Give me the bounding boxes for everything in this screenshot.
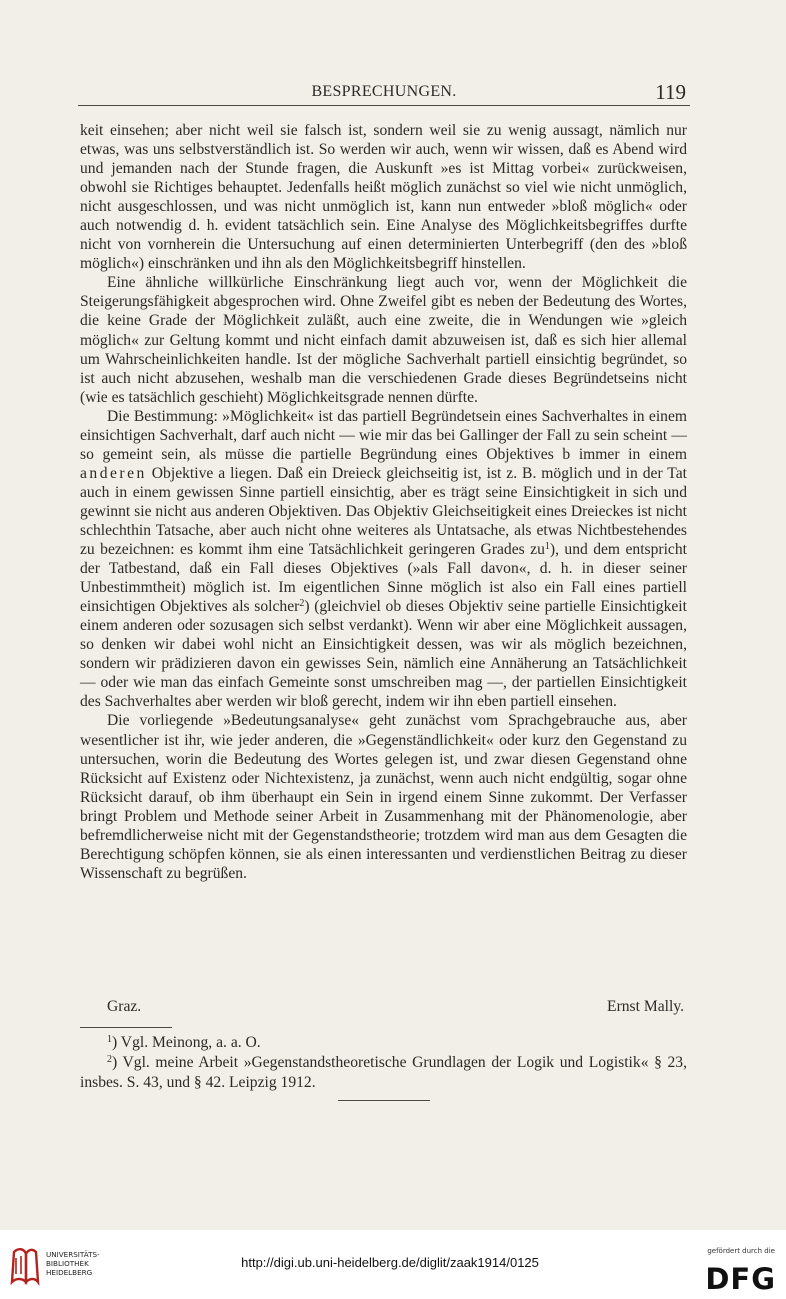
- signoff-place: Graz.: [107, 998, 142, 1015]
- footnote-rule: [80, 1027, 172, 1028]
- footnote-1: [80, 1033, 687, 1053]
- paragraph-3-text-a: Die Bestimmung: »Möglichkeit« ist das partiell Begründetsein eines Sachverhaltes in einem einsichtigen Sachverhalt, darf auch nicht — wie mir das bei Gallinger der Fall zu sein scheint — so gemeint sein, als müsse die partielle Begründung eines Objektives b immer in einem: [80, 407, 687, 463]
- emphasized-word: anderen: [80, 464, 147, 482]
- paragraph-3-text-c: ), und dem entspricht der Tatbestand, daß ein Fall dieses Objektives (»als Fall davon«, d. h. in dieser seiner Unbestimmtheit) möglich ist. Im eigentlichen Sinne möglich ist also ein Fall eines partiell einsichtigen Objektives als solcher: [80, 541, 687, 616]
- digitization-footer: [0, 1230, 786, 1299]
- paragraph-3-text-b: Objektive a liegen. Daß ein Dreieck gleichseitig ist, ist z. B. möglich und in der Tat auch in einem gewissen Sinne partiell einsichtig, aber es trägt seine Einsichtigkeit in sich und gewinnt sie nicht aus anderen Objektiven. Das Objektiv Gleichseitigkeit eines Dreieckes ist nicht schlechthin Tatsache, aber auch nicht ohne weiteres als Untatsache, als etwas Nichtbestehendes zu bezeichnen: es kommt ihm eine Tatsächlichkeit geringeren Grades zu: [80, 464, 687, 559]
- footnote-mark-1: 1: [107, 1034, 112, 1045]
- library-name-line-3: HEIDELBERG: [46, 1268, 93, 1277]
- page-number: 119: [655, 80, 686, 104]
- signoff: [107, 998, 684, 1020]
- end-rule: [338, 1100, 430, 1101]
- footnote-ref-1[interactable]: 1: [544, 541, 550, 553]
- library-name-line-2: BIBLIOTHEK: [46, 1259, 89, 1268]
- funded-by-label: gefördert durch die: [707, 1247, 775, 1255]
- footnotes: [80, 1033, 687, 1093]
- ub-heidelberg-logo-icon[interactable]: [8, 1246, 42, 1288]
- footnote-ref-2[interactable]: 2: [299, 598, 305, 610]
- footnote-2: [80, 1053, 687, 1093]
- review-body: [80, 121, 687, 883]
- permalink-url[interactable]: http://digi.ub.uni-heidelberg.de/diglit/zaak1914/0125: [241, 1255, 539, 1270]
- dfg-logo[interactable]: DFG: [705, 1262, 776, 1296]
- header-rule: [78, 105, 690, 106]
- footnote-2-text: ) Vgl. meine Arbeit »Gegenstandstheoretische Grundlagen der Logik und Logistik« § 23, insbes. S. 43, und § 42. Leipzig 1912.: [80, 1054, 687, 1091]
- paragraph-3: [80, 407, 687, 712]
- library-name-line-1: UNIVERSITÄTS-: [46, 1250, 100, 1259]
- running-title: BESPRECHUNGEN.: [311, 83, 457, 100]
- paragraph-2: Eine ähnliche willkürliche Einschränkung liegt auch vor, wenn der Möglichkeit die Steigerungsfähigkeit abgesprochen wird. Ohne Zweifel gibt es neben der Bedeutung des Wortes, die keine Grade der Möglichkeit zuläßt, auch eine zweite, die in Wendungen wie »gleich möglich« zur Geltung kommt und nicht einfach damit abzuweisen ist, daß es sich hier allemal um Wahrscheinlichkeiten handle. Ist der mögliche Sachverhalt partiell einsichtig begründet, so ist auch nicht abzusehen, weshalb man die verschiedenen Grade dieses Begründetseins nicht (wie es tatsächlich geschieht) Möglichkeitsgrade nennen dürfte.: [80, 274, 687, 406]
- paragraph-4: Die vorliegende »Bedeutungsanalyse« geht zunächst vom Sprachgebrauche aus, aber wesentlicher ist ihr, wie jeder anderen, die »Gegenständlichkeit« oder kurz den Gegenstand zu untersuchen, worin die Bedeutung des Wortes gelegen ist, und zwar diesen Gegenstand ohne Rücksicht auf Existenz oder Nichtexistenz, ja zunächst, wenn auch nicht endgültig, sogar ohne Rücksicht darauf, ob ihm überhaupt ein Sein in irgend einem Sinne zukommt. Der Verfasser bringt Problem und Methode seiner Arbeit in Zusammenhang mit der Phänomenologie, aber befremdlicherweise nicht mit der Gegenstandstheorie; trotzdem wird man aus dem Gesagten die Berechtigung schöpfen können, sie als einen interessanten und verdienstlichen Beitrag zu dieser Wissenschaft zu begrüßen.: [80, 712, 687, 882]
- footnote-1-text: ) Vgl. Meinong, a. a. O.: [112, 1034, 261, 1051]
- paragraph-3-text-d: ) (gleichviel ob dieses Objektiv seine partielle Einsichtigkeit einem anderen oder sozusagen sich selbst verdankt). Wenn wir aber eine Möglichkeit aussagen, so denken wir dabei wohl nicht an Einsichtigkeit dessen, was wir als möglich bezeichnen, sondern wir prädizieren davon ein gewisses Sein, nämlich eine Annäherung an Tatsächlichkeit — oder wie man das einfach Gemeinte sonst umschreiben mag —, der partiellen Einsichtigkeit des Sachverhaltes aber werden wir bloß gerecht, indem wir ihn eben partiell einsehen.: [80, 598, 687, 711]
- library-name: [46, 1250, 100, 1277]
- paragraph-1: keit einsehen; aber nicht weil sie falsch ist, sondern weil sie zu wenig aussagt, nämlich nur etwas, was uns selbstverständlich ist. So werden wir auch, wenn wir wissen, daß es Abend wird und jemanden nach der Stunde fragen, die Auskunft »es ist Mittag vorbei« zurückweisen, obwohl sie Richtiges behauptet. Jedenfalls heißt möglich zunächst so viel wie nicht unmöglich, nicht ausgeschlossen, und was nicht unmöglich ist, kann nun entweder »bloß möglich« oder auch notwendig d. h. evident tatsächlich sein. Eine Analyse des Möglichkeitsbegriffes durfte nicht von vornherein die Untersuchung auf einen determinierten Unterbegriff (den des »bloß möglich«) einschränken und ihn als den Möglichkeitsbegriff hinstellen.: [80, 122, 687, 273]
- running-head: [78, 78, 690, 106]
- signoff-author: Ernst Mally.: [607, 998, 684, 1015]
- footnote-mark-2: 2: [107, 1054, 112, 1065]
